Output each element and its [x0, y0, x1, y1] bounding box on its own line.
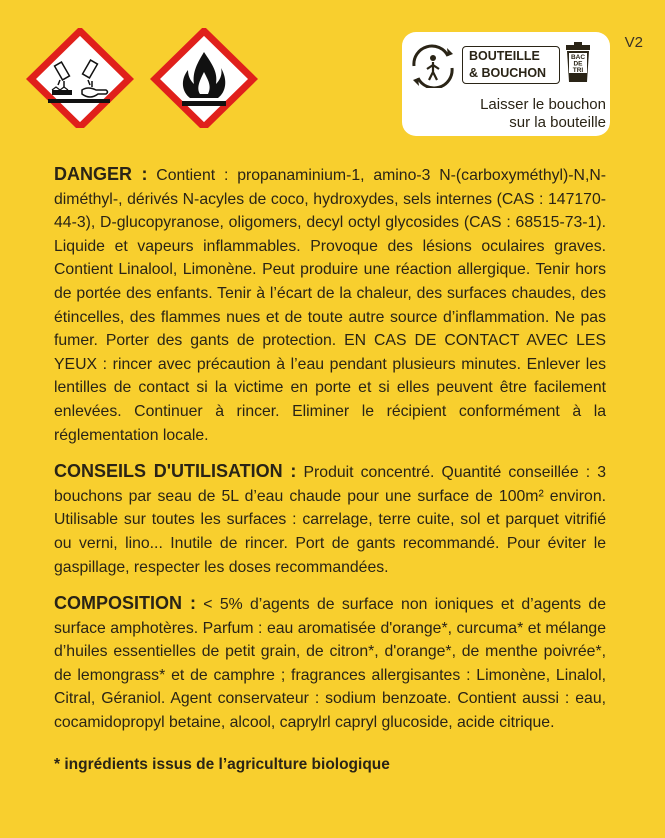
- label-text: [54, 163, 606, 776]
- usage-heading: CONSEILS D'UTILISATION :: [54, 461, 297, 482]
- recycling-instruction: [420, 96, 606, 132]
- composition-heading: COMPOSITION :: [54, 593, 196, 614]
- packaging-line-1: BOUTEILLE: [469, 49, 540, 63]
- danger-heading: DANGER :: [54, 164, 148, 184]
- flammable-hazard-icon: [155, 31, 253, 127]
- danger-section: [54, 163, 606, 447]
- bin-text-3: TRI: [572, 67, 584, 74]
- packaging-line-2: & BOUCHON: [469, 66, 547, 80]
- recycling-bin-icon: [563, 42, 593, 86]
- version-label: V2: [624, 34, 643, 51]
- corrosive-hazard-icon: [31, 31, 129, 127]
- packaging-label: [462, 46, 560, 84]
- hazard-pictograms: [22, 28, 262, 128]
- bin-text-1: BAC: [570, 54, 586, 61]
- recycling-instruction-line-1: Laisser le bouchon: [480, 96, 606, 113]
- recycling-instruction-line-2: sur la bouteille: [509, 114, 606, 131]
- bin-text-2: DE: [573, 60, 583, 68]
- organic-footnote: * ingrédients issus de l’agriculture biologique: [54, 755, 390, 773]
- composition-body: < 5% d’agents de surface non ioniques et d’agents de surface amphotères. Parfum : eau aromatisée d'orange*, curcuma* et mélange d’huiles essentielles de petit grain, de citron*, d'orange*, de menthe poivrée*, de lemongrass* et de camphre ; fragrances allergisantes : Limonène, Linalol, Citral, Géraniol. Agent conservateur : sodium benzoate. Contient aussi : eau, cocamidopropyl betaine, alcool, caprylrl capryl glucoside, acide citrique.: [54, 596, 607, 732]
- composition-section: [54, 592, 606, 735]
- usage-section: [54, 460, 606, 579]
- usage-body: Produit concentré. Quantité conseillée : 3 bouchons par seau de 5L d’eau chaude pour une surface de 100m² environ. Utilisable sur toutes les surfaces : carrelage, terre cuite, sol et parquet vitrifié ou verni, lino... Inutile de rincer. Port de gants recommandé. Pour éviter le gaspillage, respecter les doses recommandées.: [54, 464, 606, 576]
- triman-icon: [408, 44, 458, 88]
- danger-body: Contient : propanaminium-1, amino-3 N-(carboxyméthyl)-N,N-diméthyl-, dérivés N-acyles de coco, hydroxydes, sels internes (CAS : 147170-44-3), D-glucopyranose, oligomers, decyl octyl glycosides (CAS : 68515-73-1). Liquide et vapeurs inflammables. Provoque des lésions oculaires graves. Contient Linalool, Limonène. Peut produire une réaction allergique. Tenir hors de portée des enfants. Tenir à l’écart de la chaleur, des surfaces chaudes, des étincelles, des flammes nues et de toute autre source d’inflammation. Ne pas fumer. Porter des gants de protection. EN CAS DE CONTACT AVEC LES YEUX : rincer avec précaution à l’eau pendant plusieurs minutes. Enlever les lentilles de contact si la victime en porte et si elles peuvent être facilement enlevées. Continuer à rincer. Eliminer le récipient conformément à la réglementation locale.: [54, 167, 607, 444]
